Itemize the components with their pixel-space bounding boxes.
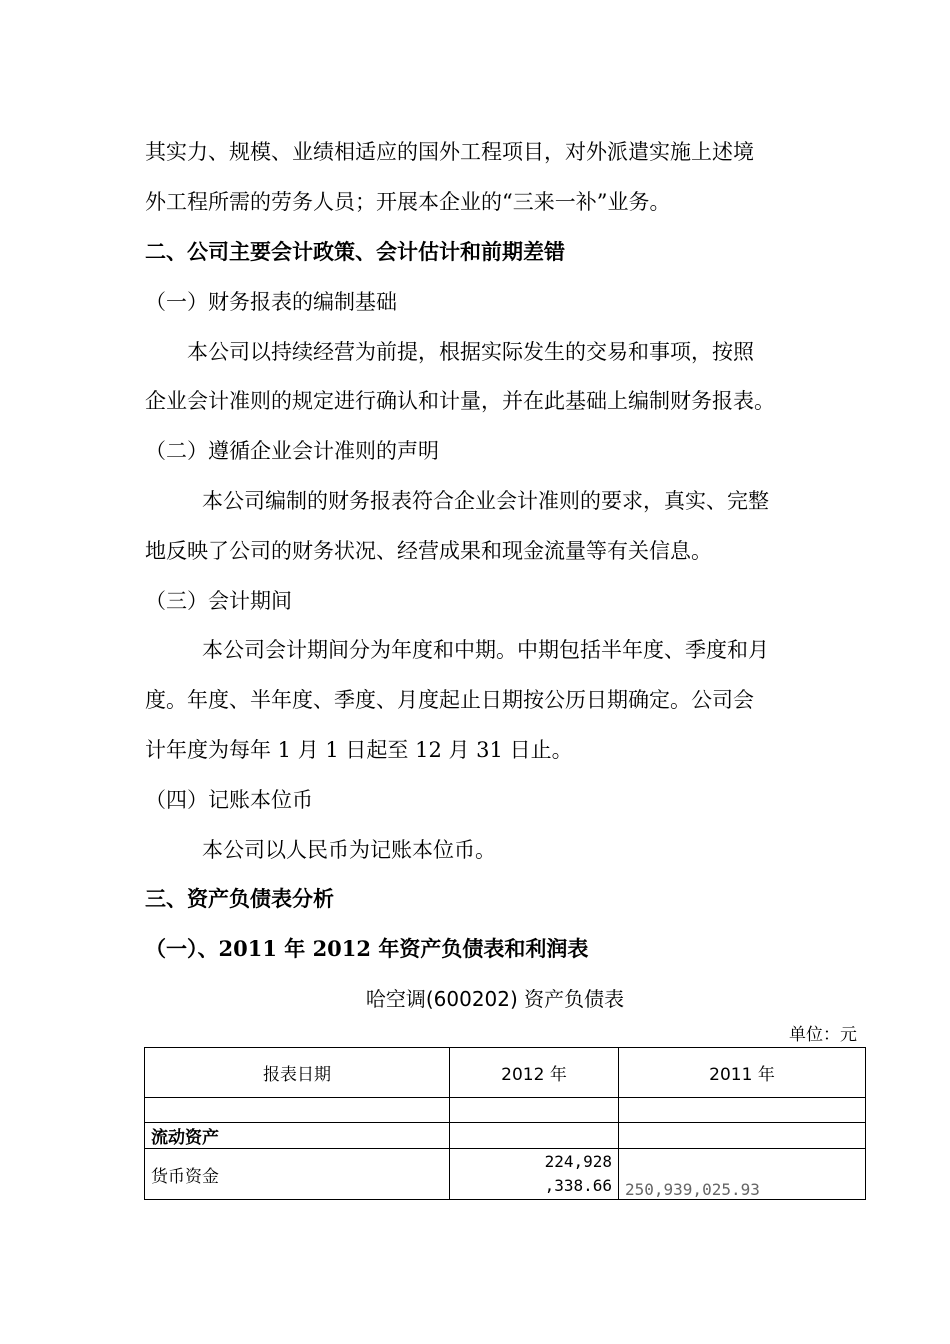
- subsection-heading: （二）遵循企业会计准则的声明: [145, 439, 439, 463]
- header-cell: 2011 年: [619, 1048, 866, 1098]
- section-heading: 二、公司主要会计政策、会计估计和前期差错: [145, 239, 565, 264]
- table-unit: 单位：元: [789, 1025, 857, 1045]
- paragraph-line: 本公司会计期间分为年度和中期。中期包括半年度、季度和月: [202, 638, 769, 662]
- paragraph-line: 本公司编制的财务报表符合企业会计准则的要求，真实、完整: [202, 489, 769, 513]
- table-cell: [619, 1123, 866, 1149]
- paragraph-line: 外工程所需的劳务人员；开展本企业的“三来一补”业务。: [145, 190, 671, 214]
- header-cell: 报表日期: [145, 1048, 450, 1098]
- paragraph-line: 本公司以持续经营为前提，根据实际发生的交易和事项，按照: [187, 340, 754, 364]
- subsection-heading: （四）记账本位币: [145, 788, 313, 812]
- table-cell: [450, 1098, 619, 1123]
- table-cell: [450, 1123, 619, 1149]
- table-row: [145, 1123, 866, 1149]
- section-heading: 三、资产负债表分析: [145, 886, 334, 911]
- subsection-heading: （一）财务报表的编制基础: [145, 290, 397, 314]
- table-row: [145, 1149, 866, 1200]
- value-2012-line: 224,928: [544, 1152, 612, 1171]
- paragraph-line: 本公司以人民币为记账本位币。: [202, 838, 496, 862]
- table-title: 哈空调(600202) 资产负债表: [365, 987, 625, 1011]
- table-cell: [145, 1098, 450, 1123]
- paragraph-line: 地反映了公司的财务状况、经营成果和现金流量等有关信息。: [145, 539, 712, 563]
- value-2012-line: ,338.66: [544, 1176, 612, 1195]
- row-label-cell: 货币资金: [145, 1149, 450, 1200]
- paragraph-line: 计年度为每年 1 月 1 日起至 12 月 31 日止。: [145, 738, 573, 762]
- table-header-row: [145, 1048, 866, 1098]
- subsection-heading: （三）会计期间: [145, 589, 292, 613]
- paragraph-line: 其实力、规模、业绩相适应的国外工程项目，对外派遣实施上述境: [145, 140, 754, 164]
- balance-sheet-table: [144, 1047, 866, 1200]
- section-label-cell: 流动资产: [145, 1123, 450, 1149]
- subsection-heading: （一）、2011 年 2012 年资产负债表和利润表: [145, 936, 589, 961]
- value-2012-cell: [450, 1149, 619, 1200]
- table-row: [145, 1098, 866, 1123]
- value-2011-cell: 250,939,025.93: [619, 1149, 866, 1200]
- table-cell: [619, 1098, 866, 1123]
- paragraph-line: 企业会计准则的规定进行确认和计量，并在此基础上编制财务报表。: [145, 389, 775, 413]
- paragraph-line: 度。年度、半年度、季度、月度起止日期按公历日期确定。公司会: [145, 688, 754, 712]
- header-cell: 2012 年: [450, 1048, 619, 1098]
